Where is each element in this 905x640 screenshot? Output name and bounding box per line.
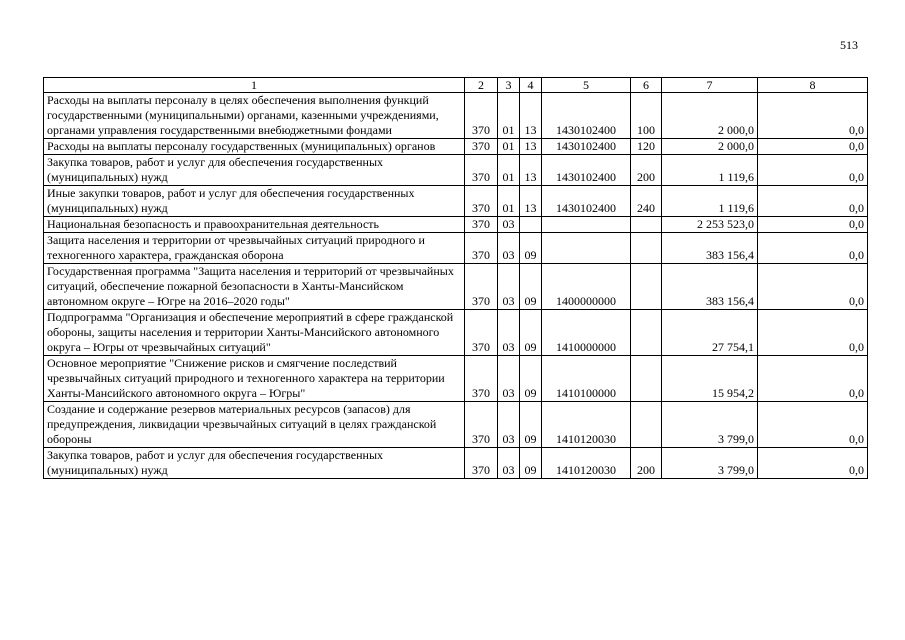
target-article-cell: 1430102400 <box>542 93 631 139</box>
section-code-cell: 370 <box>465 93 498 139</box>
amount-cell: 2 253 523,0 <box>662 217 758 233</box>
expense-type-cell <box>631 402 662 448</box>
subsection-code-cell: 03 <box>498 356 520 402</box>
subsection-code-2-cell: 09 <box>520 264 542 310</box>
target-article-cell: 1410100000 <box>542 356 631 402</box>
page-number: 513 <box>840 38 858 52</box>
subsection-code-2-cell: 13 <box>520 155 542 186</box>
target-article-cell <box>542 233 631 264</box>
header-row <box>44 78 868 93</box>
amount-2-cell: 0,0 <box>758 155 868 186</box>
amount-cell: 1 119,6 <box>662 155 758 186</box>
target-article-cell: 1430102400 <box>542 139 631 155</box>
column-header: 8 <box>758 78 868 93</box>
table-row <box>44 448 868 479</box>
amount-cell: 27 754,1 <box>662 310 758 356</box>
section-code-cell: 370 <box>465 155 498 186</box>
column-header: 5 <box>542 78 631 93</box>
row-name-cell: Основное мероприятие "Снижение рисков и смягчение последствий чрезвычайных ситуаций природного и техногенного характера на территории Ханты-Мансийского автономного округа – Югры" <box>44 356 465 402</box>
table-row <box>44 233 868 264</box>
section-code-cell: 370 <box>465 186 498 217</box>
column-header: 2 <box>465 78 498 93</box>
subsection-code-cell: 01 <box>498 139 520 155</box>
expense-type-cell <box>631 264 662 310</box>
subsection-code-cell: 01 <box>498 155 520 186</box>
subsection-code-2-cell: 13 <box>520 186 542 217</box>
subsection-code-2-cell: 13 <box>520 93 542 139</box>
column-header: 7 <box>662 78 758 93</box>
row-name-cell: Национальная безопасность и правоохранительная деятельность <box>44 217 465 233</box>
section-code-cell: 370 <box>465 233 498 264</box>
table-row <box>44 155 868 186</box>
row-name-cell: Расходы на выплаты персоналу государственных (муниципальных) органов <box>44 139 465 155</box>
amount-2-cell: 0,0 <box>758 356 868 402</box>
subsection-code-cell: 03 <box>498 233 520 264</box>
expense-type-cell: 200 <box>631 155 662 186</box>
subsection-code-2-cell <box>520 217 542 233</box>
target-article-cell: 1410120030 <box>542 402 631 448</box>
subsection-code-cell: 01 <box>498 186 520 217</box>
row-name-cell: Защита населения и территории от чрезвычайных ситуаций природного и техногенного характера, гражданская оборона <box>44 233 465 264</box>
subsection-code-2-cell: 09 <box>520 448 542 479</box>
row-name-cell: Закупка товаров, работ и услуг для обеспечения государственных (муниципальных) нужд <box>44 448 465 479</box>
table-row <box>44 402 868 448</box>
subsection-code-cell: 03 <box>498 402 520 448</box>
section-code-cell: 370 <box>465 448 498 479</box>
subsection-code-cell: 03 <box>498 264 520 310</box>
section-code-cell: 370 <box>465 139 498 155</box>
section-code-cell: 370 <box>465 356 498 402</box>
amount-cell: 383 156,4 <box>662 233 758 264</box>
expense-type-cell <box>631 310 662 356</box>
expense-type-cell: 100 <box>631 93 662 139</box>
section-code-cell: 370 <box>465 217 498 233</box>
target-article-cell: 1430102400 <box>542 186 631 217</box>
row-name-cell: Иные закупки товаров, работ и услуг для обеспечения государственных (муниципальных) нужд <box>44 186 465 217</box>
amount-cell: 2 000,0 <box>662 93 758 139</box>
expense-type-cell <box>631 233 662 264</box>
subsection-code-cell: 01 <box>498 93 520 139</box>
amount-cell: 2 000,0 <box>662 139 758 155</box>
amount-cell: 1 119,6 <box>662 186 758 217</box>
table-row <box>44 93 868 139</box>
target-article-cell: 1410000000 <box>542 310 631 356</box>
column-header: 3 <box>498 78 520 93</box>
amount-2-cell: 0,0 <box>758 233 868 264</box>
amount-cell: 3 799,0 <box>662 402 758 448</box>
target-article-cell: 1430102400 <box>542 155 631 186</box>
subsection-code-2-cell: 09 <box>520 310 542 356</box>
subsection-code-2-cell: 13 <box>520 139 542 155</box>
target-article-cell <box>542 217 631 233</box>
expense-type-cell: 200 <box>631 448 662 479</box>
expense-type-cell: 240 <box>631 186 662 217</box>
row-name-cell: Расходы на выплаты персоналу в целях обеспечения выполнения функций государственными (муниципальными) органами, казенными учреждениями, органами управления государственными внебюджетными фондами <box>44 93 465 139</box>
row-name-cell: Создание и содержание резервов материальных ресурсов (запасов) для предупреждения, ликвидации чрезвычайных ситуаций в целях гражданской обороны <box>44 402 465 448</box>
section-code-cell: 370 <box>465 402 498 448</box>
table-row <box>44 310 868 356</box>
expense-type-cell: 120 <box>631 139 662 155</box>
subsection-code-cell: 03 <box>498 310 520 356</box>
expense-type-cell <box>631 217 662 233</box>
section-code-cell: 370 <box>465 310 498 356</box>
subsection-code-2-cell: 09 <box>520 402 542 448</box>
subsection-code-cell: 03 <box>498 448 520 479</box>
row-name-cell: Государственная программа "Защита населения и территорий от чрезвычайных ситуаций, обеспечение пожарной безопасности в Ханты-Мансийском автономном округе – Югре на 2016–2020 годы" <box>44 264 465 310</box>
table-row <box>44 139 868 155</box>
table-row <box>44 356 868 402</box>
amount-cell: 15 954,2 <box>662 356 758 402</box>
column-header: 1 <box>44 78 465 93</box>
row-name-cell: Подпрограмма "Организация и обеспечение мероприятий в сфере гражданской обороны, защиты населения и территории Ханты-Мансийского автономного округа – Югры от чрезвычайных ситуаций" <box>44 310 465 356</box>
amount-2-cell: 0,0 <box>758 264 868 310</box>
expense-type-cell <box>631 356 662 402</box>
column-header: 4 <box>520 78 542 93</box>
subsection-code-2-cell: 09 <box>520 233 542 264</box>
row-name-cell: Закупка товаров, работ и услуг для обеспечения государственных (муниципальных) нужд <box>44 155 465 186</box>
table-row <box>44 217 868 233</box>
target-article-cell: 1410120030 <box>542 448 631 479</box>
amount-cell: 3 799,0 <box>662 448 758 479</box>
amount-2-cell: 0,0 <box>758 139 868 155</box>
amount-2-cell: 0,0 <box>758 310 868 356</box>
amount-2-cell: 0,0 <box>758 217 868 233</box>
subsection-code-2-cell: 09 <box>520 356 542 402</box>
section-code-cell: 370 <box>465 264 498 310</box>
subsection-code-cell: 03 <box>498 217 520 233</box>
target-article-cell: 1400000000 <box>542 264 631 310</box>
amount-2-cell: 0,0 <box>758 93 868 139</box>
budget-table <box>43 77 868 479</box>
amount-2-cell: 0,0 <box>758 448 868 479</box>
table-row <box>44 264 868 310</box>
amount-cell: 383 156,4 <box>662 264 758 310</box>
column-header: 6 <box>631 78 662 93</box>
table-row <box>44 186 868 217</box>
amount-2-cell: 0,0 <box>758 402 868 448</box>
amount-2-cell: 0,0 <box>758 186 868 217</box>
